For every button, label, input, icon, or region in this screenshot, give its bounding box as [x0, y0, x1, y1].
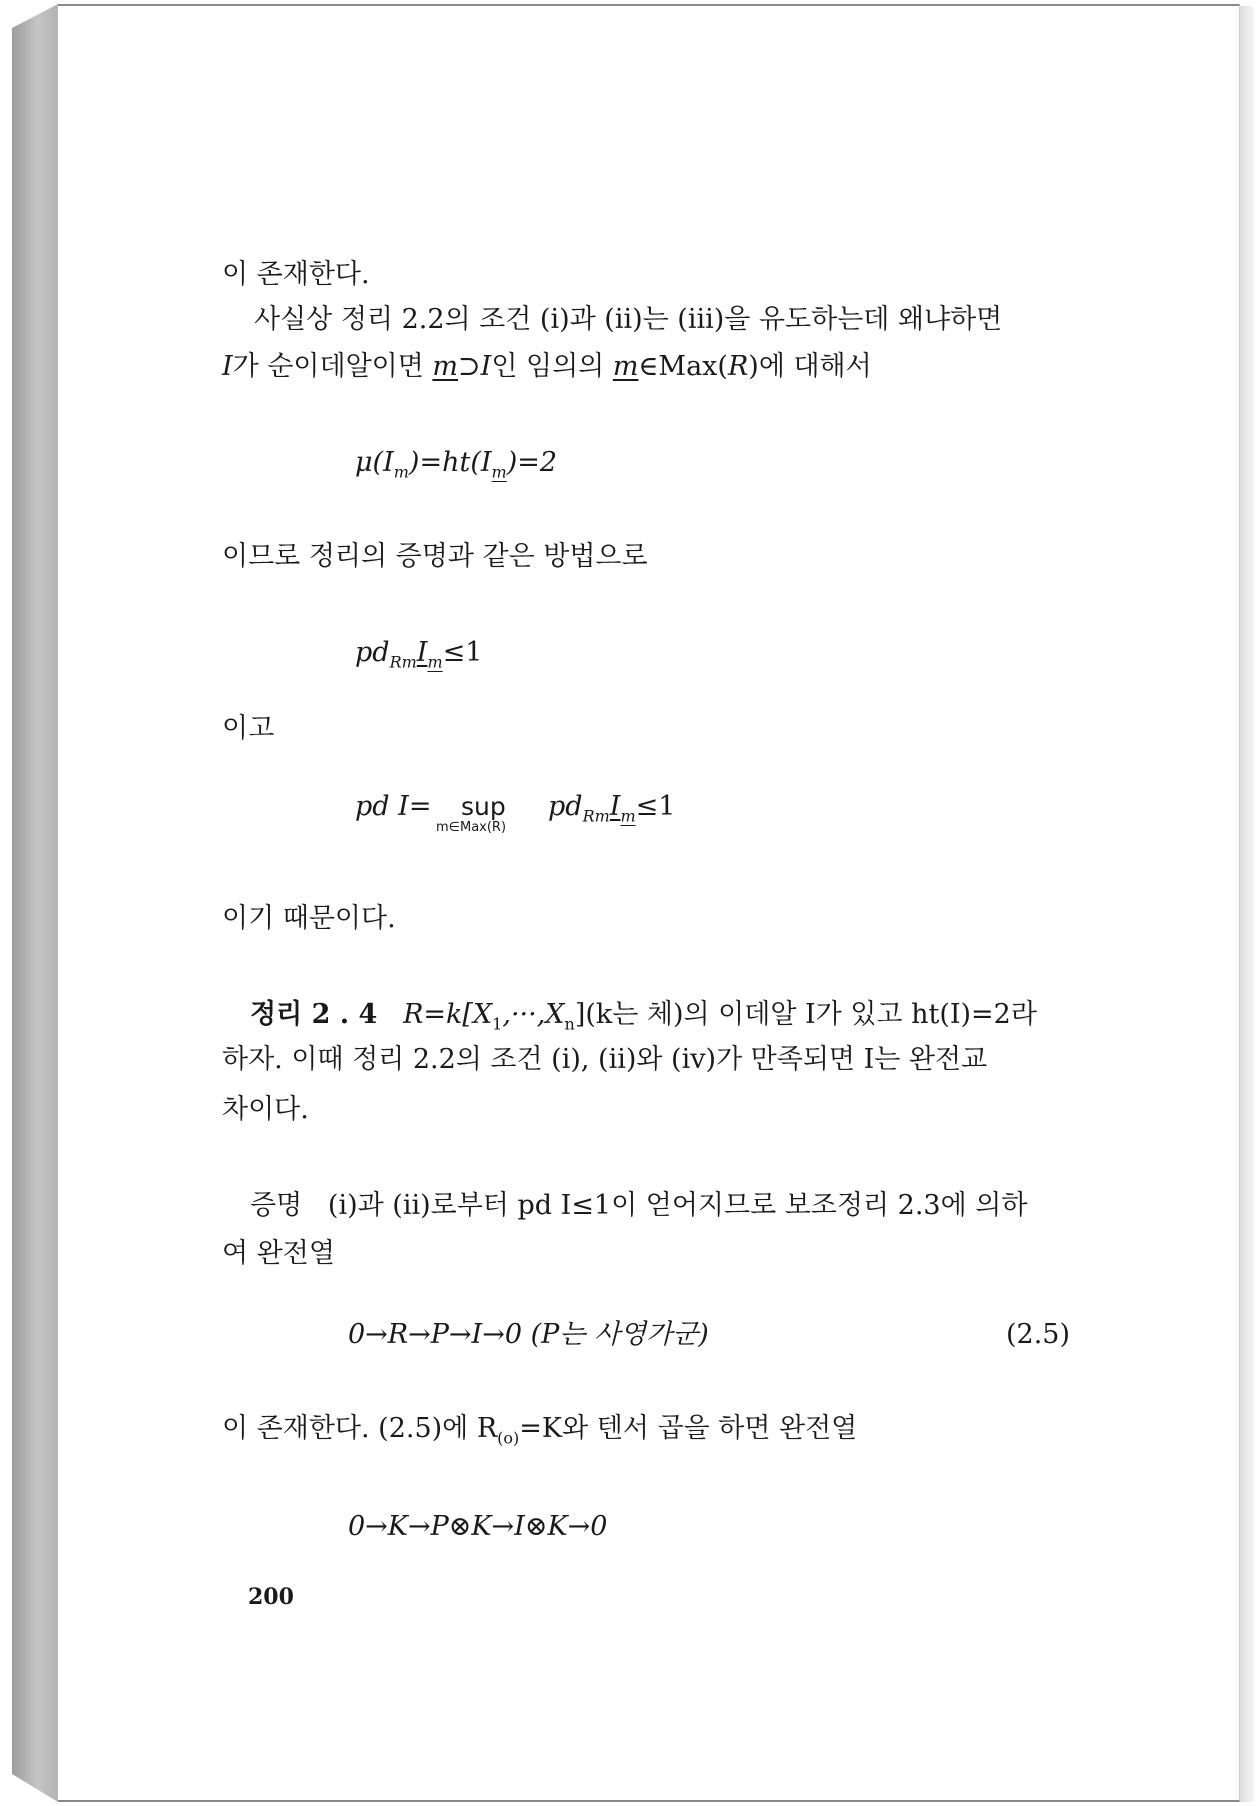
eq-subscript: Rm [389, 652, 417, 672]
theorem-line-1 [250, 998, 1037, 1041]
eq-part: ≤1 [442, 637, 483, 668]
page-shadow [1240, 6, 1254, 1802]
eq-subscript: 1 [492, 1014, 503, 1034]
text-line-2: 사실상 정리 2.2의 조건 (ⅰ)과 (ⅱ)는 (ⅲ)을 유도하는데 왜냐하면 [254, 304, 1003, 335]
eq-subscript: (o) [497, 1428, 520, 1448]
text-segment: 이 존재한다. (2.5)에 R [222, 1413, 498, 1444]
eq-part: ≤1 [635, 791, 676, 822]
theorem-line-2: 하자. 이때 정리 2.2의 조건 (ⅰ), (ⅱ)와 (ⅳ)가 만족되면 I는 완전교 [222, 1044, 988, 1075]
eq-part: pd [548, 791, 583, 822]
equation-3-rhs [548, 790, 675, 833]
eq-subscript: m [620, 806, 636, 826]
sup-subscript: m∈Max(R) [436, 820, 507, 835]
sup-operator: sup [461, 792, 506, 821]
text-segment: 인 임의의 [491, 351, 613, 382]
text-line-5: 이고 [222, 713, 275, 744]
text-segment: 가 순이데알이면 [232, 351, 433, 382]
eq-part: )=ht(I [408, 447, 492, 478]
var-I: I [480, 351, 492, 382]
page-number: 200 [248, 1584, 294, 1610]
text-line-4: 이므로 정리의 증명과 같은 방법으로 [222, 541, 648, 572]
equation-1 [355, 446, 557, 489]
proof-line-2: 여 완전열 [222, 1238, 335, 1269]
eq-part: )=2 [506, 447, 558, 478]
equation-2 [355, 636, 482, 679]
proof-label: 증명 [250, 1190, 303, 1221]
text-segment: ∈Max( [638, 351, 728, 382]
eq-part: R=k[X [403, 999, 493, 1030]
equation-3 [355, 790, 431, 824]
text-segment: (ⅰ)과 (ⅱ)로부터 pd I≤1이 얻어지므로 보조정리 2.3에 의하 [327, 1190, 1028, 1221]
text-segment: =K와 텐서 곱을 하면 완전열 [519, 1413, 858, 1444]
eq-part: pd I= [355, 791, 432, 822]
var-R: R [727, 351, 749, 382]
var-I: I [222, 351, 233, 382]
text-segment: )에 대해서 [748, 351, 872, 382]
text-segment: ](k는 체)의 이데알 I가 있고 ht(I)=2라 [574, 999, 1037, 1030]
eq-part: pd [355, 637, 390, 668]
page-stack-edge [12, 4, 58, 1802]
var-m: m [612, 351, 639, 382]
equation-number: (2.5) [1006, 1319, 1071, 1350]
eq-part: ,···,X [502, 999, 565, 1030]
theorem-label: 정리 2 . 4 [250, 999, 378, 1030]
text-line-7 [222, 1412, 857, 1455]
equation-4: 0→R→P→I→0 (P는 사영가군) [348, 1319, 709, 1350]
eq-subscript: Rm [582, 806, 610, 826]
eq-subscript: m [491, 462, 507, 482]
text-line-1: 이 존재한다. [222, 259, 370, 290]
text-line-3 [222, 350, 872, 384]
eq-part: I [416, 637, 428, 668]
eq-subscript: n [564, 1014, 575, 1034]
var-m: m [432, 351, 459, 382]
text-line-6: 이기 때문이다. [222, 903, 396, 934]
eq-part: μ(I [355, 447, 394, 478]
symbol-superset: ⊃ [458, 351, 481, 382]
proof-line-1 [250, 1189, 1027, 1223]
eq-part: I [609, 791, 621, 822]
equation-5: 0→K→P⊗K→I⊗K→0 [348, 1511, 608, 1542]
eq-subscript: m [393, 462, 409, 482]
eq-subscript: m [427, 652, 443, 672]
theorem-line-3: 차이다. [222, 1094, 309, 1125]
